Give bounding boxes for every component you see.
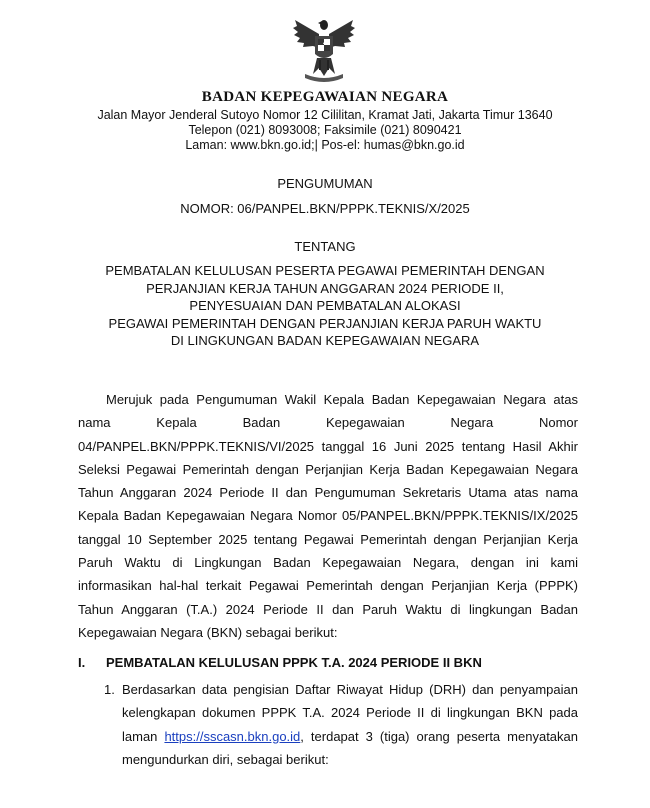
item-text: , terdapat 3 (tiga) orang peserta menyatakan [300,728,578,744]
item-line [122,725,578,748]
subject-line: PEGAWAI PEMERINTAH DENGAN PERJANJIAN KERJA PARUH WAKTU [108,315,542,331]
document-number: NOMOR: 06/PANPEL.BKN/PPPK.TEKNIS/X/2025 [180,201,470,216]
section-number: I. [78,655,86,670]
item-line: kelengkapan dokumen PPPK T.A. 2024 Periode II di lingkungan BKN pada [122,705,578,721]
paragraph-line: 04/PANPEL.BKN/PPPK.TEKNIS/VI/2025 tanggal 16 Juni 2025 tentang Hasil Akhir [78,438,578,454]
agency-web: Laman: www.bkn.go.id;| Pos-el: humas@bkn.go.id [185,138,465,152]
intro-paragraph [78,388,578,644]
paragraph-line: Tahun Anggaran (T.A.) 2024 Periode II dan Paruh Waktu di lingkungan Badan [78,601,578,617]
item-line: Berdasarkan data pengisian Daftar Riwayat Hidup (DRH) dan penyampaian [122,682,578,697]
section-heading [78,655,482,670]
subject-line: PEMBATALAN KELULUSAN PESERTA PEGAWAI PEMERINTAH DENGAN [105,263,545,278]
document-subject [0,262,650,350]
paragraph-line: Kepala Badan Kepegawaian Negara Nomor 05/PANPEL.BKN/PPPK.TEKNIS/IX/2025 [78,508,578,524]
subject-line: DI LINGKUNGAN BADAN KEPEGAWAIAN NEGARA [170,333,480,348]
subject-line: PENYESUAIAN DAN PEMBATALAN ALOKASI [189,298,461,313]
subject-line: PERJANJIAN KERJA TAHUN ANGGARAN 2024 PERIODE II, [146,280,504,296]
paragraph-line: nama Kepala Badan Kepegawaian Negara Nomor [78,415,578,431]
paragraph-line: informasikan hal-hal terkait Pegawai Pemerintah dengan Perjanjian Kerja (PPPK) [78,578,578,594]
paragraph-line: Paruh Waktu di Lingkungan Badan Kepegawaian Negara, dengan ini kami [78,555,578,571]
paragraph-line: Merujuk pada Pengumuman Wakil Kepala Badan Kepegawaian Negara atas [106,392,578,407]
agency-address: Jalan Mayor Jenderal Sutoyo Nomor 12 Cililitan, Kramat Jati, Jakarta Timur 13640 [97,108,553,122]
paragraph-line: Seleksi Pegawai Pemerintah dengan Perjanjian Kerja Badan Kepegawaian Negara [78,461,578,477]
item-number: 1. [104,682,115,697]
item-text: laman [122,728,165,744]
document-about: TENTANG [294,239,356,254]
paragraph-line: Kepegawaian Negara (BKN) sebagai berikut: [78,624,338,640]
paragraph-line: tanggal 10 September 2025 tentang Pegawai Pemerintah dengan Perjanjian Kerja [78,531,578,547]
item-line: mengundurkan diri, sebagai berikut: [122,751,329,767]
paragraph-line: Tahun Anggaran 2024 Periode II dan Pengumuman Sekretaris Utama atas nama [78,485,578,501]
list-item [122,678,578,771]
document-type: PENGUMUMAN [277,176,373,191]
agency-name: BADAN KEPEGAWAIAN NEGARA [201,89,449,105]
sscasn-link[interactable]: https://sscasn.bkn.go.id [164,728,301,744]
agency-phone: Telepon (021) 8093008; Faksimile (021) 8090421 [188,123,462,137]
section-title: PEMBATALAN KELULUSAN PPPK T.A. 2024 PERIODE II BKN [106,655,482,670]
garuda-emblem-icon [289,16,359,86]
